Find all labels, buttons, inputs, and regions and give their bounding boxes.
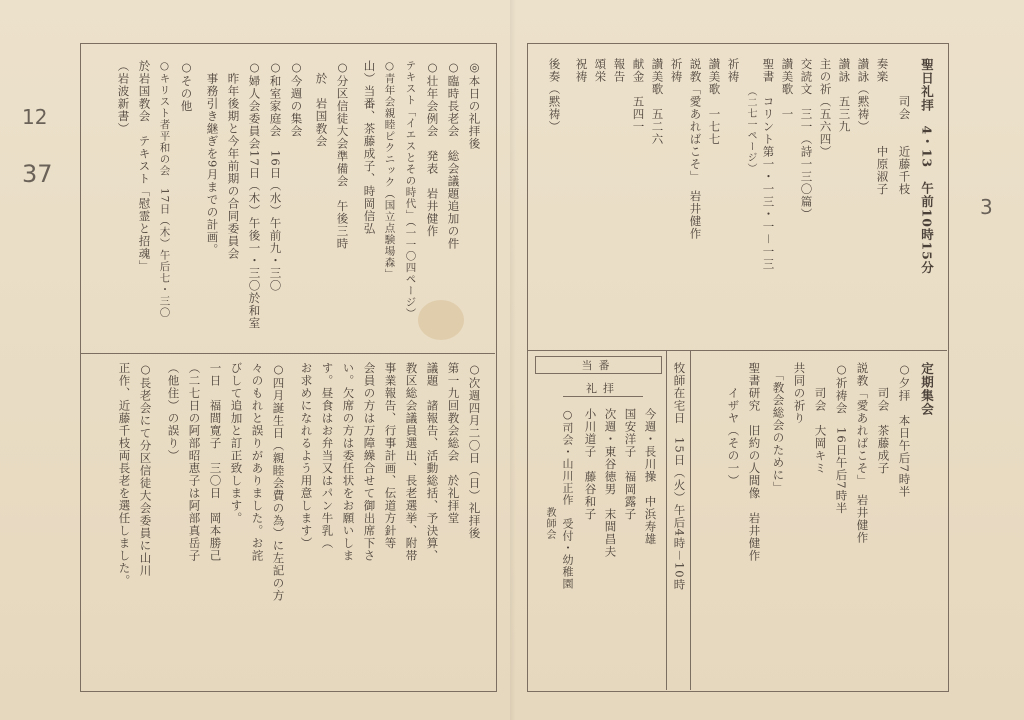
meeting-line: ○祈祷会 16日午后7時半 <box>834 362 849 515</box>
service-line: 主の祈（五六四） <box>818 58 833 158</box>
service-line: 讃美歌 一 <box>780 58 795 121</box>
service-line: 説教「愛あればこそ」 岩井健作 <box>688 58 703 240</box>
meeting-line: 共同の祈り <box>792 362 807 425</box>
duty-line: 次週・東谷徳男 末間昌夫 <box>603 408 618 558</box>
after-service-line: ○臨時長老会 総会議題追加の件 <box>446 60 461 250</box>
left-page-divider <box>80 353 495 354</box>
duty-line: 国安洋子 福岡露子 <box>623 408 638 521</box>
after-service-line: 昨年後期と今年前期の合同委員会 <box>226 60 241 260</box>
announcement-line: （二七日の阿部昭恵子は阿部真岳子 <box>187 362 202 562</box>
announcement-line: ○次週四月二〇日（日）礼拝後 <box>467 362 482 540</box>
meeting-line: 聖書研究 旧約の人間像 岩井健作 <box>747 362 762 562</box>
service-line: 交読文 三一（詩一三〇篇） <box>799 58 814 221</box>
service-line: 後奏（黙祷） <box>547 58 562 133</box>
service-line: 祈祷 <box>669 58 684 83</box>
after-service-line: ○和室家庭会 16日（水）午前九・三〇 <box>268 60 283 292</box>
service-line: 頌栄 <box>593 58 608 83</box>
service-line: 報告 <box>612 58 627 83</box>
service-line: 献金 五四一 <box>631 58 646 133</box>
service-line: 祈祷 <box>726 58 741 83</box>
after-service-line: ○婦人会委員会17日（木）午後一・三〇於和室 <box>247 60 262 330</box>
service-line: 讃詠（黙祷） <box>856 58 871 133</box>
announcement-line: 会員の方は万障繰合せて御出席下さ <box>362 362 377 562</box>
announcement-line: 正作、近藤千枝両長老を選任しました。 <box>117 362 132 587</box>
margin-mark-top: 12 <box>22 105 48 129</box>
service-line: （二七一ページ） <box>745 58 756 174</box>
after-service-line: 事務引き継ぎを9月までの計画。 <box>205 60 220 256</box>
announcement-line: 第一九回教会総会 於礼拝堂 <box>446 362 461 525</box>
meeting-line: イザヤ（その一） <box>726 362 741 487</box>
duty-subheading: 礼拝 <box>563 380 643 397</box>
announcement-line: 教区総会議員選出、長老選挙、附帯 <box>404 362 419 562</box>
after-service-line: ○その他 <box>179 60 194 113</box>
meeting-line: 司会 茶藤成子 <box>876 362 891 475</box>
announcement-line: す。昼食はお弁当又はパン牛乳（ <box>320 362 335 550</box>
announcement-line: 々のもれと誤りがありました。お詫 <box>250 362 265 562</box>
announcement-line: 事業報告、行事計画、伝道方針等 <box>383 362 398 550</box>
after-service-line: テキスト「イエスとその時代」（一一〇四ページ） <box>404 60 417 320</box>
after-service-line: （岩波新書） <box>116 60 131 135</box>
after-service-line: ○青年会親睦ピクニック（国立点験場森」 <box>383 60 396 280</box>
service-line: 聖日礼拝 4・13 午前10時15分 <box>919 58 935 275</box>
service-line: 讃詠 五三九 <box>837 58 852 133</box>
duty-line: 小川道子 藤谷和子 <box>583 408 598 521</box>
announcement-line: ○四月誕生日（親睦会費の為）に左記の方 <box>271 362 286 602</box>
duty-line: ○司会・山川正作 受付・幼稚園 <box>561 408 574 590</box>
announcement-line: ○長老会にて分区信徒大会委員に山川 <box>138 362 153 577</box>
meeting-line: 司会 大岡キミ <box>813 362 828 475</box>
announcement-line: い。欠席の方は委任状をお願いしま <box>341 362 356 562</box>
announcement-line: 議題 諸報告、活動総括、予決算、 <box>425 362 440 562</box>
right-page-mark: 3 <box>980 195 993 219</box>
duty-line: 今週・長川操 中浜寿雄 <box>643 408 658 546</box>
pastor-home-line: 牧師在宅日 15日（火）午后4時－10時 <box>672 362 687 592</box>
meeting-line: 説教「愛あればこそ」 岩井健作 <box>855 362 870 544</box>
after-service-line: ○キリスト者平和の会 17日（木）午后七・三〇 <box>158 60 171 319</box>
after-service-line: ○分区信徒大会準備会 午後三時 <box>335 60 350 250</box>
announcement-line: 一日 福間寛子 三〇日 岡本勝己 <box>208 362 223 562</box>
service-line: 祝祷 <box>574 58 589 83</box>
after-service-line: ○壮年会例会 発表 岩井健作 <box>425 60 440 238</box>
meeting-line: 「教会総会のために」 <box>771 362 786 494</box>
right-page-divider <box>527 350 947 351</box>
duty-line: 教師会 <box>544 408 555 540</box>
announcement-line: びして追加と訂正致します。 <box>229 362 244 525</box>
duty-divider <box>666 350 667 690</box>
announcement-line: （他住）の誤り） <box>166 362 181 462</box>
margin-mark-bottom: 37 <box>22 160 53 188</box>
meeting-line: 定期集会 <box>919 362 935 416</box>
service-line: 聖書 コリント第一・一三・一－一三 <box>761 58 776 271</box>
service-line: 讃美歌 五二六 <box>650 58 665 146</box>
meeting-line: ○夕拝 本日午后7時半 <box>897 362 912 498</box>
service-line: 司会 近藤千枝 <box>897 58 912 196</box>
pastor-home-divider <box>690 350 691 690</box>
after-service-line: ◎本日の礼拝後 <box>467 60 482 150</box>
duty-label: 当番 <box>535 356 662 374</box>
service-line: 奏楽 中原淑子 <box>875 58 890 196</box>
service-line: 讃美歌 一七七 <box>707 58 722 146</box>
after-service-line: 於岩国教会 テキスト「慰霊と招魂」 <box>137 60 152 273</box>
after-service-line: 山）当番、茶藤成子、時岡信弘 <box>362 60 377 235</box>
announcement-line: お求めになれるよう用意します） <box>299 362 314 550</box>
page-fold <box>510 0 516 720</box>
after-service-line: ○今週の集会 <box>289 60 304 138</box>
after-service-line: 於 岩国教会 <box>314 60 329 148</box>
